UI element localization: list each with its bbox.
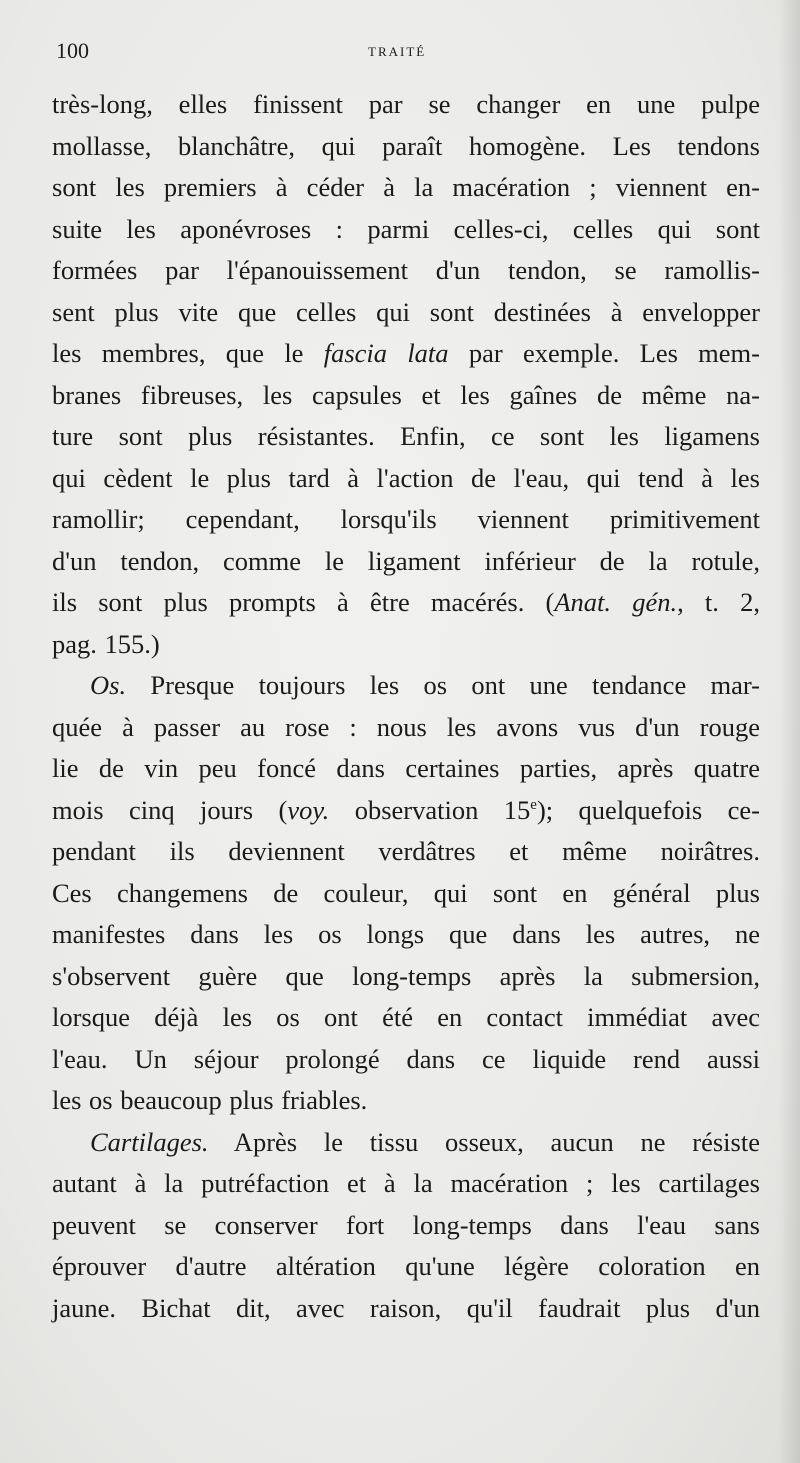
italic-term: fascia lata — [323, 338, 449, 368]
body-text — [52, 84, 760, 1329]
text-line: pendant ils deviennent verdâtres et même noirâtres. — [52, 836, 760, 866]
section-heading-cartilages: Cartilages. — [90, 1126, 209, 1157]
text-line: mollasse, blanchâtre, qui paraît homogène. Les tendons — [52, 130, 760, 161]
text-line: jaune. Bichat dit, avec raison, qu'il faudrait plus d'un — [52, 1292, 760, 1323]
text-segment: ils sont plus prompts à être macérés. ( — [52, 587, 555, 617]
text-line: ramollir; cependant, lorsqu'ils viennent primitivement — [52, 504, 760, 534]
text-line: qui cèdent le plus tard à l'action de l'eau, qui tend à les — [52, 462, 760, 493]
text-line: quée à passer au rose : nous les avons vus d'un rouge — [52, 711, 760, 742]
text-line: les os beaucoup plus friables. — [52, 1085, 368, 1115]
page-header — [56, 38, 760, 68]
text-line — [52, 333, 760, 375]
text-line: autant à la putréfaction et à la macération ; les cartilages — [52, 1168, 760, 1198]
text-segment: mois cinq jours ( — [52, 794, 288, 825]
superscript: e — [530, 796, 537, 813]
paragraph-start-os — [52, 665, 760, 707]
text-line: lorsque déjà les os ont été en contact immédiat avec — [52, 1002, 760, 1032]
text-line: branes fibreuses, les capsules et les gaînes de même na- — [52, 379, 760, 410]
section-heading-os: Os. — [90, 670, 127, 700]
text-line: peuvent se conserver fort long-temps dans l'eau sans — [52, 1209, 760, 1240]
page-number: 100 — [56, 38, 89, 63]
text-segment: par exemple. Les mem- — [448, 338, 760, 368]
text-line: formées par l'épanouissement d'un tendon, se ramollis- — [52, 255, 760, 285]
text-line: Ces changemens de couleur, qui sont en général plus — [52, 877, 760, 908]
text-line: manifestes dans les os longs que dans les autres, ne — [52, 919, 760, 949]
text-line: sont les premiers à céder à la macération ; viennent en- — [52, 172, 760, 202]
text-line — [52, 582, 760, 624]
text-segment: les membres, que le — [52, 338, 324, 368]
text-line — [52, 790, 760, 832]
italic-citation: Anat. gén. — [554, 587, 678, 617]
text-line: pag. 155.) — [52, 628, 160, 659]
text-segment: observation 15 — [329, 794, 531, 825]
paragraph-start-cartilages — [52, 1122, 760, 1164]
text-line: lie de vin peu foncé dans certaines parties, après quatre — [52, 753, 760, 783]
page-edge-shadow — [778, 0, 800, 1463]
text-segment: , t. 2, — [677, 587, 760, 617]
text-segment: Presque toujours les os ont une tendance mar- — [126, 670, 760, 700]
text-line: éprouver d'autre altération qu'une légère coloration en — [52, 1251, 760, 1281]
running-head: TRAITÉ — [368, 44, 427, 59]
text-line: sent plus vite que celles qui sont destinées à envelopper — [52, 296, 760, 327]
text-segment: Après le tissu osseux, aucun ne résiste — [208, 1126, 760, 1157]
text-line: très-long, elles finissent par se changer en une pulpe — [52, 89, 760, 119]
italic-term: voy. — [287, 794, 330, 825]
text-line: ture sont plus résistantes. Enfin, ce sont les ligamens — [52, 421, 760, 451]
text-line: l'eau. Un séjour prolongé dans ce liquide rend aussi — [52, 1043, 760, 1074]
text-line: d'un tendon, comme le ligament inférieur de la rotule, — [52, 545, 760, 576]
text-line: suite les aponévroses : parmi celles-ci, celles qui sont — [52, 213, 760, 244]
text-segment: ); quelquefois ce- — [536, 794, 760, 825]
text-line: s'observent guère que long-temps après la submersion, — [52, 960, 760, 991]
